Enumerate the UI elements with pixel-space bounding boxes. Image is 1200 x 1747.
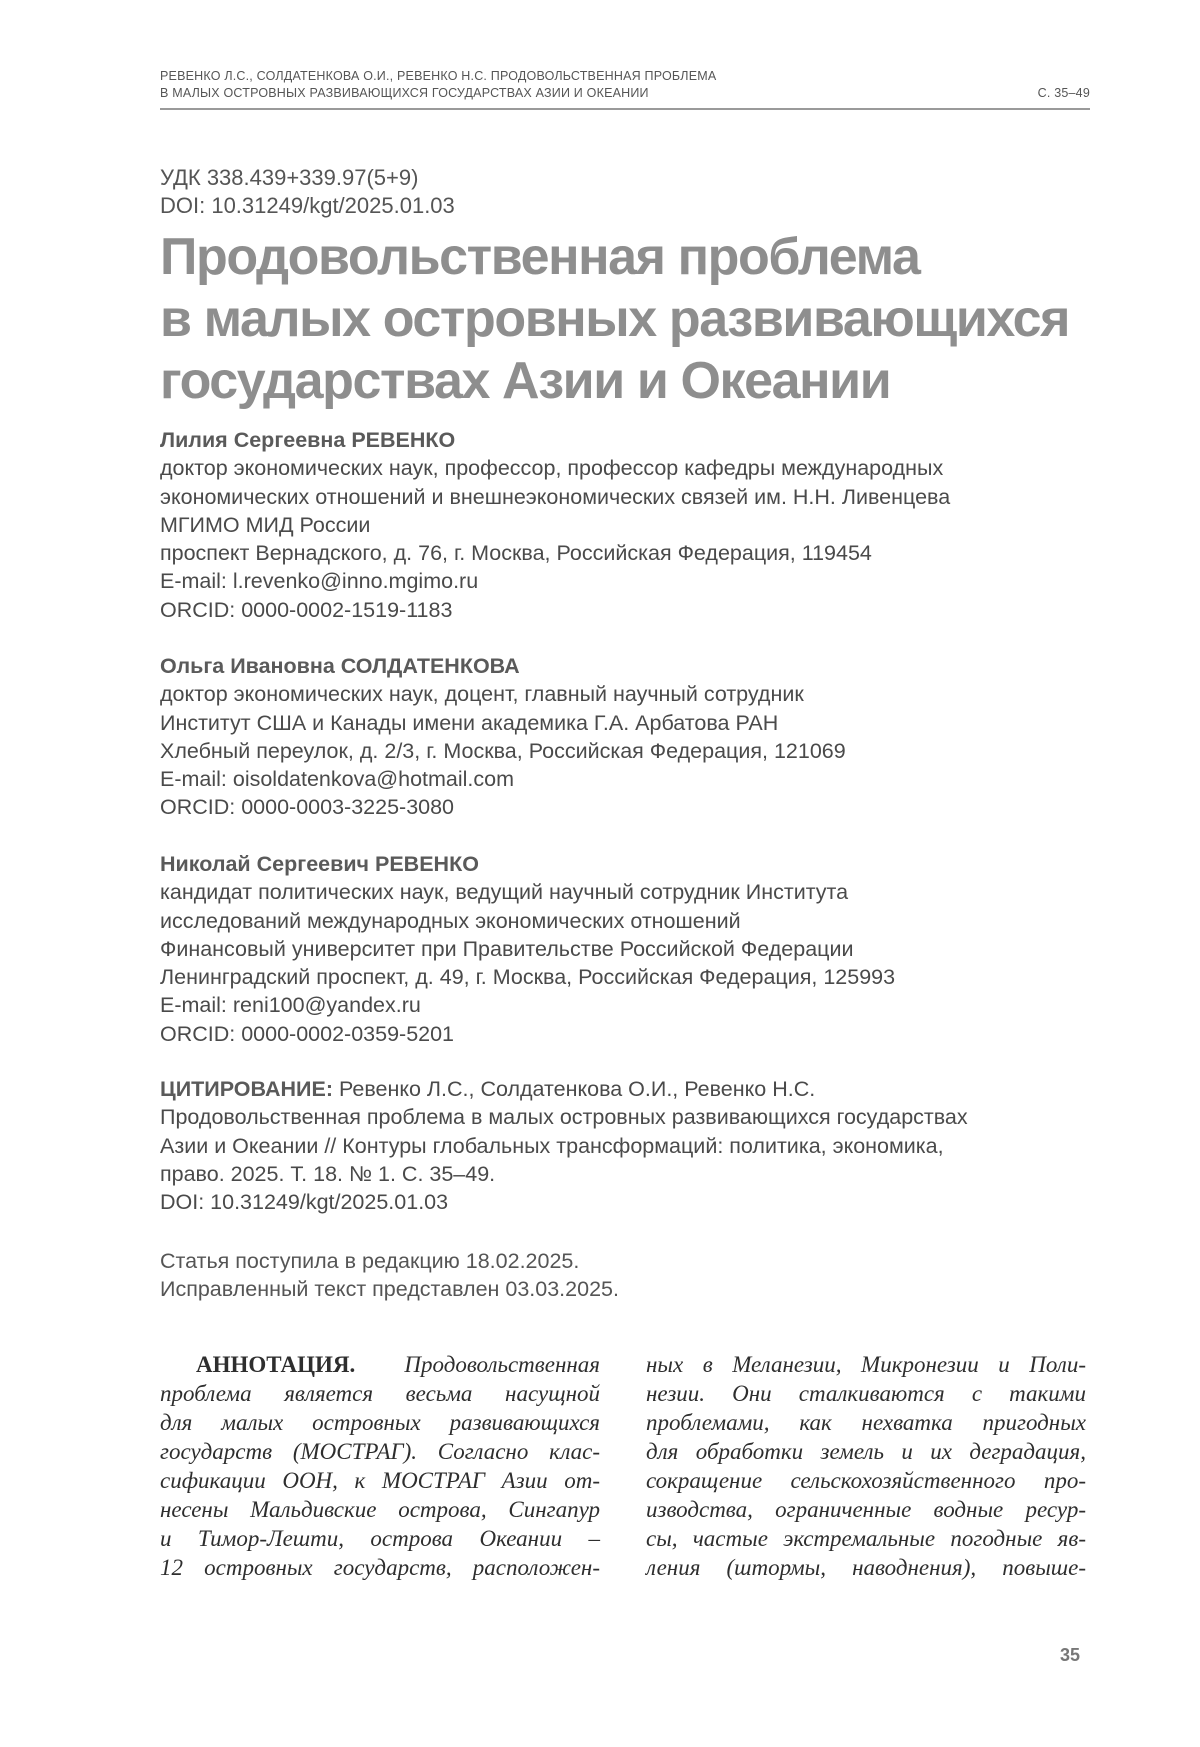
author-affiliation: МГИМО МИД России (160, 511, 1100, 539)
running-head-line-2: В МАЛЫХ ОСТРОВНЫХ РАЗВИВАЮЩИХСЯ ГОСУДАРСТВАХ АЗИИ И ОКЕАНИИ (160, 85, 1090, 102)
abstract-line: ления (штормы, наводнения), повыше- (646, 1553, 1086, 1582)
author-address: Ленинградский проспект, д. 49, г. Москва, Российская Федерация, 125993 (160, 963, 1100, 991)
article-meta (160, 164, 455, 220)
title-line-2: в малых островных развивающихся (160, 288, 1090, 350)
author-orcid: ORCID: 0000-0002-1519-1183 (160, 596, 1100, 624)
author-name: Лилия Сергеевна РЕВЕНКО (160, 426, 1100, 454)
author-affiliation: Институт США и Канады имени академика Г.А. Арбатова РАН (160, 709, 1100, 737)
abstract-line: государств (МОСТРАГ). Согласно клас- (160, 1437, 600, 1466)
author-email: E-mail: reni100@yandex.ru (160, 991, 1100, 1019)
running-head (160, 68, 1090, 102)
author-position: кандидат политических наук, ведущий научный сотрудник Института (160, 878, 1100, 906)
abstract-line: 12 островных государств, расположен- (160, 1553, 600, 1582)
abstract-line: и Тимор-Лешти, острова Океании – (160, 1524, 600, 1553)
citation-doi: DOI: 10.31249/kgt/2025.01.03 (160, 1188, 1090, 1216)
citation-label: ЦИТИРОВАНИЕ: (160, 1077, 333, 1101)
author-email: E-mail: l.revenko@inno.mgimo.ru (160, 567, 1100, 595)
abstract-line: для малых островных развивающихся (160, 1408, 600, 1437)
abstract-column-right (646, 1350, 1086, 1582)
running-head-line-1: РЕВЕНКО Л.С., СОЛДАТЕНКОВА О.И., РЕВЕНКО Н.С. ПРОДОВОЛЬСТВЕННАЯ ПРОБЛЕМА (160, 68, 1090, 85)
article-dates (160, 1247, 619, 1304)
received-date: Статья поступила в редакцию 18.02.2025. (160, 1247, 619, 1275)
author-position: исследований международных экономических отношений (160, 907, 1100, 935)
citation-line: право. 2025. Т. 18. № 1. С. 35–49. (160, 1160, 1090, 1188)
abstract-line: проблема является весьма насущной (160, 1379, 600, 1408)
citation-block (160, 1075, 1090, 1216)
title-line-3: государствах Азии и Океании (160, 350, 1090, 412)
abstract-line: для обработки земель и их деградация, (646, 1437, 1086, 1466)
revised-date: Исправленный текст представлен 03.03.2025. (160, 1275, 619, 1303)
title-line-1: Продовольственная проблема (160, 226, 1090, 288)
citation-text: Ревенко Л.С., Солдатенкова О.И., Ревенко Н.С. (333, 1077, 815, 1101)
author-address: Хлебный переулок, д. 2/3, г. Москва, Российская Федерация, 121069 (160, 737, 1100, 765)
page-number: 35 (1060, 1645, 1080, 1666)
abstract-line: ных в Меланезии, Микронезии и Поли- (646, 1350, 1086, 1379)
author-orcid: ORCID: 0000-0002-0359-5201 (160, 1020, 1100, 1048)
author-address: проспект Вернадского, д. 76, г. Москва, Российская Федерация, 119454 (160, 539, 1100, 567)
page-range: С. 35–49 (1038, 85, 1090, 102)
author-email: E-mail: oisoldatenkova@hotmail.com (160, 765, 1100, 793)
citation-line: Продовольственная проблема в малых островных развивающихся государствах (160, 1103, 1090, 1131)
citation-line: Азии и Океании // Контуры глобальных трансформаций: политика, экономика, (160, 1132, 1090, 1160)
abstract-line: проблемами, как нехватка пригодных (646, 1408, 1086, 1437)
abstract-line (160, 1350, 600, 1379)
author-affiliation: Финансовый университет при Правительстве Российской Федерации (160, 935, 1100, 963)
abstract-label: АННОТАЦИЯ. (196, 1352, 355, 1377)
abstract-line: сификации ООН, к МОСТРАГ Азии от- (160, 1466, 600, 1495)
abstract-column-left (160, 1350, 600, 1582)
author-orcid: ORCID: 0000-0003-3225-3080 (160, 793, 1100, 821)
author-block (160, 652, 1100, 822)
citation-line (160, 1075, 1090, 1103)
author-name: Ольга Ивановна СОЛДАТЕНКОВА (160, 652, 1100, 680)
author-block (160, 426, 1100, 624)
abstract-line: несены Мальдивские острова, Сингапур (160, 1495, 600, 1524)
header-rule (160, 108, 1090, 110)
abstract-line: незии. Они сталкиваются с такими (646, 1379, 1086, 1408)
doi: DOI: 10.31249/kgt/2025.01.03 (160, 192, 455, 220)
author-position: доктор экономических наук, профессор, профессор кафедры международных (160, 454, 1100, 482)
abstract-line: сы, частые экстремальные погодные яв- (646, 1524, 1086, 1553)
author-position: экономических отношений и внешнеэкономических связей им. Н.Н. Ливенцева (160, 483, 1100, 511)
author-name: Николай Сергеевич РЕВЕНКО (160, 850, 1100, 878)
udk-code: УДК 338.439+339.97(5+9) (160, 164, 455, 192)
author-position: доктор экономических наук, доцент, главный научный сотрудник (160, 680, 1100, 708)
abstract-text: Продовольственная (355, 1352, 600, 1377)
article-title (160, 226, 1090, 412)
author-block (160, 850, 1100, 1048)
abstract-line: изводства, ограниченные водные ресур- (646, 1495, 1086, 1524)
abstract-line: сокращение сельскохозяйственного про- (646, 1466, 1086, 1495)
